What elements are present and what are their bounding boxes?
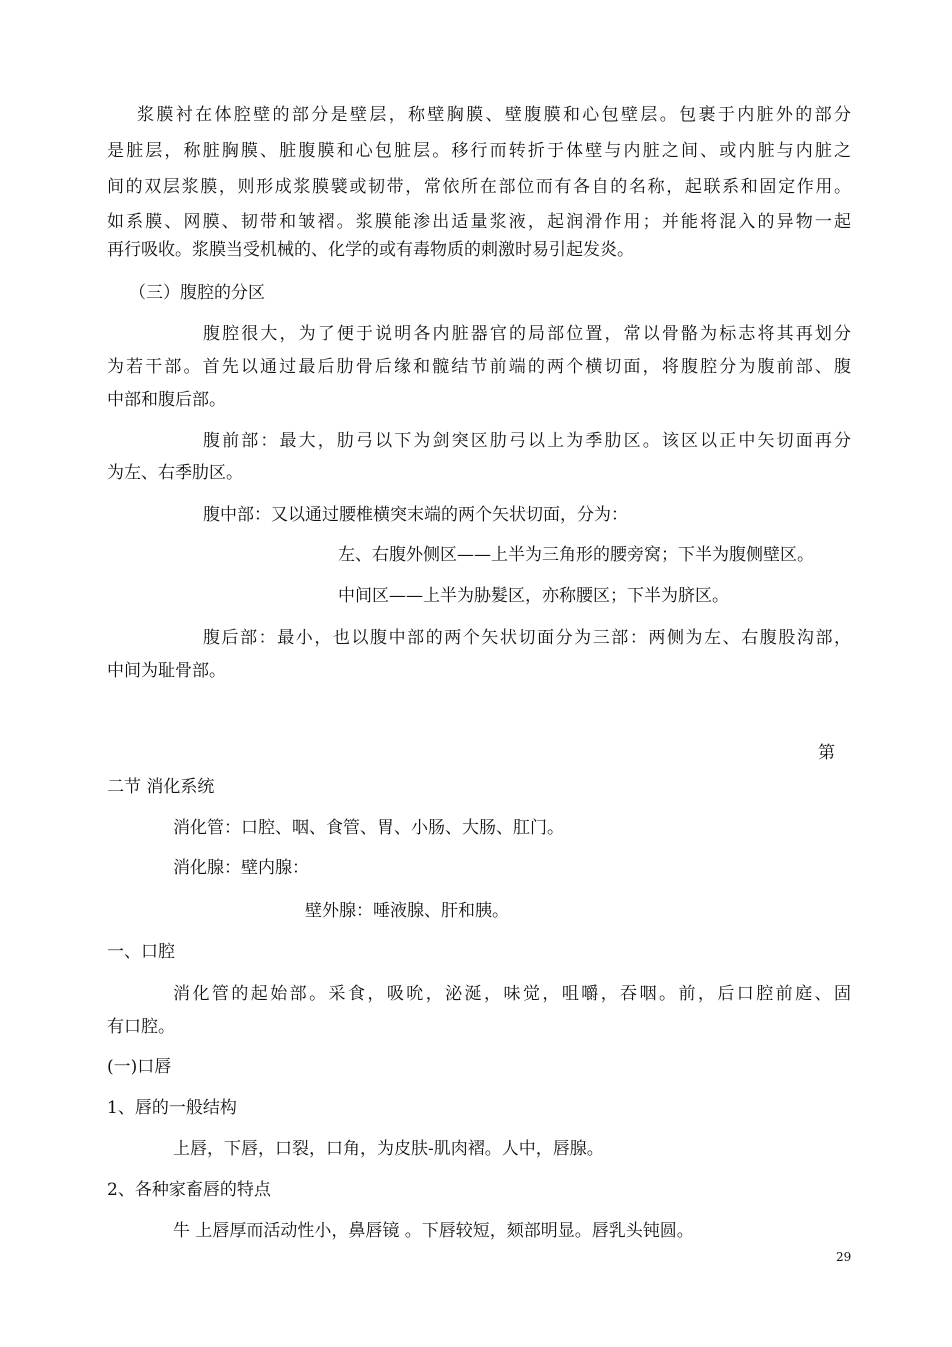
paragraph-line: 腹前部：最大，肋弓以下为剑突区肋弓以上为季肋区。该区以正中矢切面再分 [203, 431, 851, 451]
section-heading: （三）腹腔的分区 [129, 283, 265, 303]
paragraph-line: 间的双层浆膜，则形成浆膜襞或韧带，常依所在部位而有各自的名称，起联系和固定作用。 [107, 177, 851, 197]
paragraph-line: 腹后部：最小，也以腹中部的两个矢状切面分为三部：两侧为左、右腹股沟部， [203, 628, 851, 648]
paragraph-line: 中间区——上半为胁髮区，亦称腰区；下半为脐区。 [338, 586, 729, 606]
section-title-prefix: 第 [818, 743, 835, 763]
paragraph-line: 中间为耻骨部。 [107, 661, 226, 681]
paragraph-line: 牛 上唇厚而活动性小，鼻唇镜 。下唇较短，颏部明显。唇乳头钝圆。 [173, 1221, 694, 1241]
paragraph-line: 再行吸收。浆膜当受机械的、化学的或有毒物质的刺激时易引起发炎。 [107, 240, 634, 260]
section-title: 二节 消化系统 [107, 777, 215, 797]
paragraph-line: 有口腔。 [107, 1017, 175, 1037]
paragraph-line: 上唇，下唇，口裂，口角，为皮肤-肌肉褶。人中，唇腺。 [173, 1139, 604, 1159]
paragraph-line: 左、右腹外侧区——上半为三角形的腰旁窝；下半为腹侧壁区。 [338, 545, 814, 565]
paragraph-line: 腹中部：又以通过腰椎横突末端的两个矢状切面，分为： [203, 505, 628, 525]
paragraph-line: 壁外腺：唾液腺、肝和胰。 [305, 901, 509, 921]
subsection-heading: 2、各种家畜唇的特点 [107, 1180, 271, 1200]
paragraph-line: 中部和腹后部。 [107, 390, 226, 410]
paragraph-line: 消化管：口腔、咽、食管、胃、小肠、大肠、肛门。 [173, 818, 564, 838]
paragraph-line: 消化管的起始部。采食，吸吮，泌涎，味觉，咀嚼，吞咽。前，后口腔前庭、固 [173, 984, 851, 1004]
subsection-heading: (一)口唇 [107, 1057, 172, 1077]
paragraph-line: 腹腔很大，为了便于说明各内脏器官的局部位置，常以骨骼为标志将其再划分 [203, 324, 851, 344]
subsection-heading: 一、口腔 [107, 942, 175, 962]
subsection-heading: 1、唇的一般结构 [107, 1098, 237, 1118]
paragraph-line: 为左、右季肋区。 [107, 463, 243, 483]
paragraph-line: 消化腺：壁内腺： [173, 858, 309, 878]
paragraph-line: 为若干部。首先以通过最后肋骨后缘和髋结节前端的两个横切面，将腹腔分为腹前部、腹 [107, 357, 851, 377]
page-number: 29 [836, 1250, 852, 1264]
paragraph-line: 是脏层，称脏胸膜、脏腹膜和心包脏层。移行而转折于体壁与内脏之间、或内脏与内脏之 [107, 141, 851, 161]
paragraph-line: 如系膜、网膜、韧带和皱褶。浆膜能渗出适量浆液，起润滑作用；并能将混入的异物一起 [107, 212, 851, 232]
paragraph-line: 浆膜衬在体腔壁的部分是壁层，称壁胸膜、壁腹膜和心包壁层。包裹于内脏外的部分 [137, 105, 851, 125]
